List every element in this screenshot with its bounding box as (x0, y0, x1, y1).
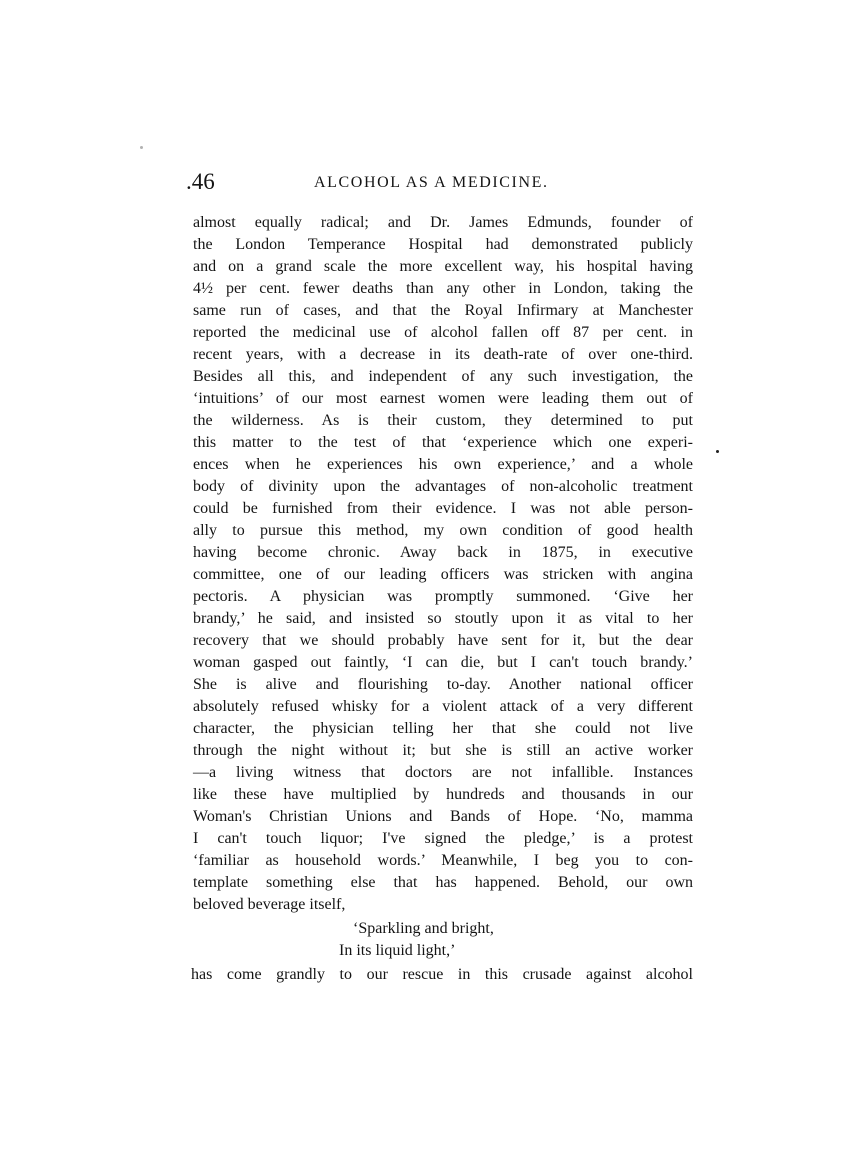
page-speck (140, 146, 143, 149)
verse-line: ‘Sparkling and bright, (353, 920, 494, 937)
text-line: recent years, with a decrease in its death-rate of over one-third. (193, 346, 693, 363)
text-line: this matter to the test of that ‘experience which one experi- (193, 434, 693, 451)
text-line: Besides all this, and independent of any such investigation, the (193, 368, 693, 385)
text-line: could be furnished from their evidence. I was not able person- (193, 500, 693, 517)
text-line: 4½ per cent. fewer deaths than any other in London, taking the (193, 280, 693, 297)
text-line: —a living witness that doctors are not infallible. Instances (193, 764, 693, 781)
text-line: through the night without it; but she is still an active worker (193, 742, 693, 759)
text-line: woman gasped out faintly, ‘I can die, but I can't touch brandy.’ (193, 654, 693, 671)
text-line: I can't touch liquor; I've signed the pledge,’ is a protest (193, 830, 693, 847)
text-line: She is alive and flourishing to-day. Another national officer (193, 676, 693, 693)
text-line: almost equally radical; and Dr. James Edmunds, founder of (193, 214, 693, 231)
text-line: brandy,’ he said, and insisted so stoutly upon it as vital to her (193, 610, 693, 627)
text-line: the London Temperance Hospital had demonstrated publicly (193, 236, 693, 253)
text-line: ‘familiar as household words.’ Meanwhile, I beg you to con- (193, 852, 693, 869)
text-line: the wilderness. As is their custom, they determined to put (193, 412, 693, 429)
text-line: ‘intuitions’ of our most earnest women were leading them out of (193, 390, 693, 407)
text-line: recovery that we should probably have sent for it, but the dear (193, 632, 693, 649)
text-line: pectoris. A physician was promptly summoned. ‘Give her (193, 588, 693, 605)
text-line: body of divinity upon the advantages of non-alcoholic treatment (193, 478, 693, 495)
closing-paragraph (191, 964, 693, 986)
text-line: having become chronic. Away back in 1875, in executive (193, 544, 693, 561)
text-line: and on a grand scale the more excellent way, his hospital having (193, 258, 693, 275)
text-line: like these have multiplied by hundreds and thousands in our (193, 786, 693, 803)
text-line: absolutely refused whisky for a violent attack of a very different (193, 698, 693, 715)
text-line: reported the medicinal use of alcohol fallen off 87 per cent. in (193, 324, 693, 341)
text-line: has come grandly to our rescue in this crusade against alcohol (191, 966, 693, 983)
text-line: template something else that has happened. Behold, our own (193, 874, 693, 891)
verse-line: In its liquid light,’ (339, 942, 456, 959)
text-line: ally to pursue this method, my own condition of good health (193, 522, 693, 539)
text-line: Woman's Christian Unions and Bands of Hope. ‘No, mamma (193, 808, 693, 825)
verse-quote (339, 918, 494, 962)
text-line: ences when he experiences his own experience,’ and a whole (193, 456, 693, 473)
text-line: committee, one of our leading officers was stricken with angina (193, 566, 693, 583)
page-header (186, 168, 696, 196)
running-title: ALCOHOL AS A MEDICINE. (314, 174, 549, 191)
text-line: beloved beverage itself, (193, 896, 346, 913)
text-line: same run of cases, and that the Royal Infirmary at Manchester (193, 302, 693, 319)
text-line: character, the physician telling her that she could not live (193, 720, 693, 737)
body-paragraph (193, 212, 693, 916)
page-number: .46 (186, 169, 215, 194)
page-speck (716, 450, 719, 453)
